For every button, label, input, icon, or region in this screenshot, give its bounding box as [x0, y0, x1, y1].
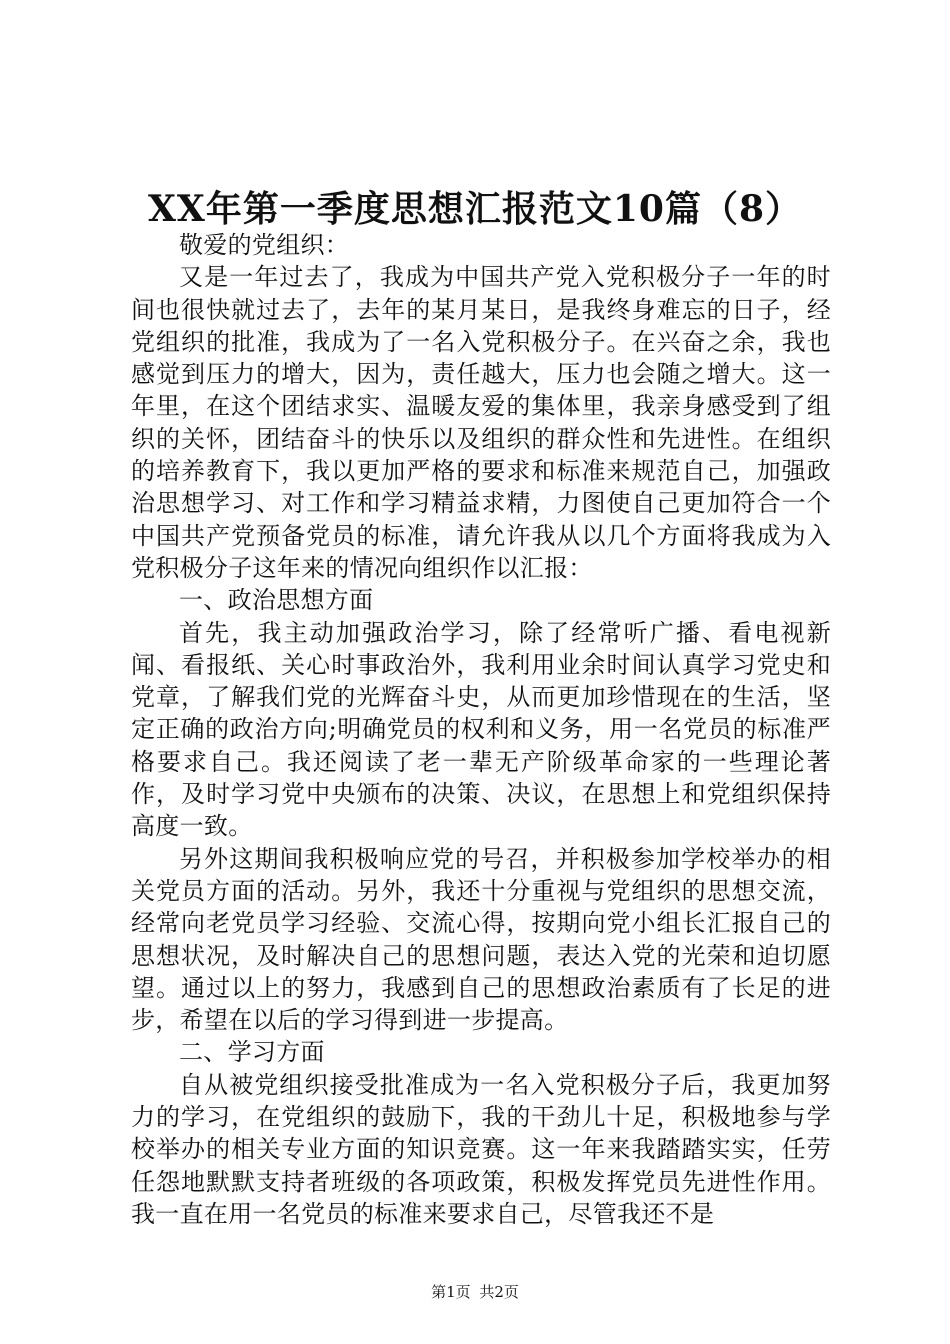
document-title: XX年第一季度思想汇报范文10篇（8） — [147, 188, 802, 230]
salutation: 敬爱的党组织： — [179, 231, 350, 259]
paragraph-political-1: 首先，我主动加强政治学习，除了经常听广播、看电视新闻、看报纸、关心时事政治外，我利用业余时间认真学习党史和党章，了解我们党的光辉奋斗史，从而更加珍惜现在的生活，坚定正确的政治方向;明确党员的权利和义务，用一名党员的标准严格要求自己。我还阅读了老一辈无产阶级革命家的一些理论著作，及时学习党中央颁布的决策、决议，在思想上和党组织保持高度一致。 — [131, 618, 831, 841]
document-body — [131, 229, 831, 1230]
page-number-footer: 第1页 共2页 — [431, 1283, 519, 1301]
section-heading-study: 二、学习方面 — [179, 1038, 325, 1067]
paragraph-political-2: 另外这期间我积极响应党的号召，并积极参加学校举办的相关党员方面的活动。另外，我还十分重视与党组织的思想交流，经常向老党员学习经验、交流心得，按期向党小组长汇报自己的思想状况，及时解决自己的思想问题，表达入党的光荣和迫切愿望。通过以上的努力，我感到自己的思想政治素质有了长足的进步，希望在以后的学习得到进一步提高。 — [131, 844, 831, 1035]
paragraph-intro: 又是一年过去了，我成为中国共产党入党积极分子一年的时间也很快就过去了，去年的某月某日，是我终身难忘的日子，经党组织的批准，我成为了一名入党积极分子。在兴奋之余，我也感觉到压力的增大，因为，责任越大，压力也会随之增大。这一年里，在这个团结求实、温暖友爱的集体里，我亲身感受到了组织的关怀，团结奋斗的快乐以及组织的群众性和先进性。在组织的培养教育下，我以更加严格的要求和标准来规范自己，加强政治思想学习、对工作和学习精益求精，力图使自己更加符合一个中国共产党预备党员的标准，请允许我从以几个方面将我成为入党积极分子这年来的情况向组织作以汇报： — [131, 263, 831, 582]
section-heading-political: 一、政治思想方面 — [179, 586, 374, 615]
paragraph-study-1: 自从被党组织接受批准成为一名入党积极分子后，我更加努力的学习，在党组织的鼓励下，我的干劲儿十足，积极地参与学校举办的相关专业方面的知识竞赛。这一年来我踏踏实实，任劳任怨地默默支持者班级的各项政策，积极发挥党员先进性作用。我一直在用一名党员的标准来要求自己，尽管我还不是 — [131, 1070, 831, 1228]
